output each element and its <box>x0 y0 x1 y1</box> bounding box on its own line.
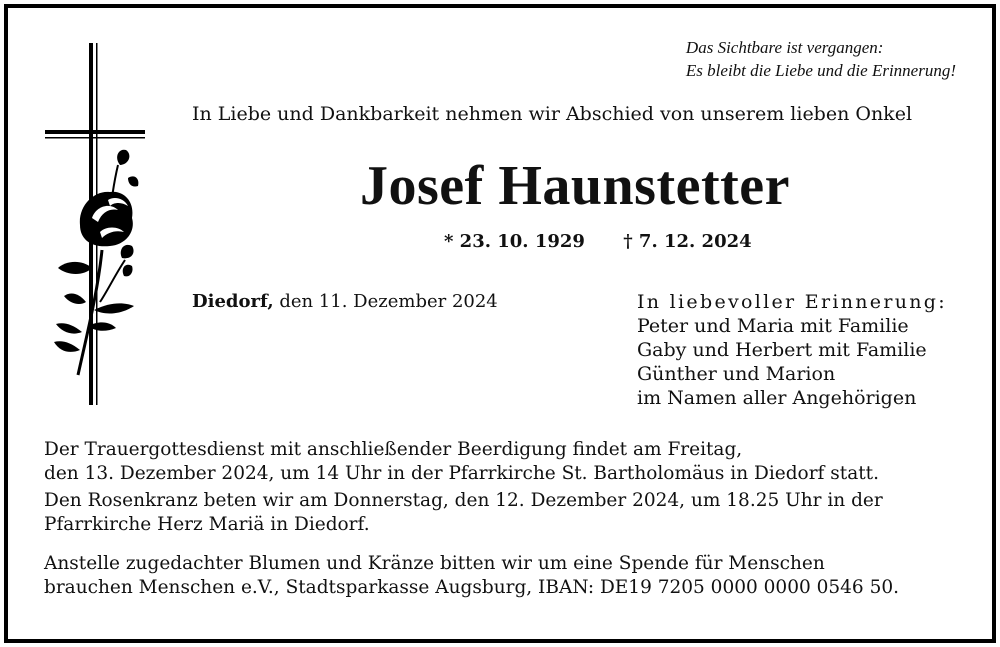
place-date <box>192 291 498 312</box>
mourners-block <box>637 290 947 410</box>
quote-line: Es bleibt die Liebe und die Erinnerung! <box>685 61 956 80</box>
place-town: Diedorf, <box>192 291 274 312</box>
service-line: Der Trauergottesdienst mit anschließender Beerdigung findet am Freitag, <box>44 439 743 460</box>
donation-line: Anstelle zugedachter Blumen und Kränze bitten wir um eine Spende für Menschen <box>44 553 825 574</box>
mourner-line: Gaby und Herbert mit Familie <box>637 339 927 361</box>
place-date-text: den 11. Dezember 2024 <box>273 291 498 312</box>
mourner-line: Günther und Marion <box>637 363 836 385</box>
rosary-info <box>44 489 964 537</box>
mourners-heading: In liebevoller Erinnerung: <box>637 291 947 313</box>
rosary-line: Den Rosenkranz beten wir am Donnerstag, den 12. Dezember 2024, um 18.25 Uhr in der <box>44 490 883 511</box>
mourner-line: im Namen aller Angehörigen <box>637 387 917 409</box>
donation-line: brauchen Menschen e.V., Stadtsparkasse Augsburg, IBAN: DE19 7205 0000 0000 0546 50. <box>44 577 899 598</box>
donation-info <box>44 552 964 600</box>
cross-rose-icon <box>40 40 160 420</box>
quote-line: Das Sichtbare ist vergangen: <box>685 38 884 57</box>
service-line: den 13. Dezember 2024, um 14 Uhr in der Pfarrkirche St. Bartholomäus in Diedorf statt. <box>44 463 879 484</box>
life-dates <box>444 231 752 252</box>
birth-date: * 23. 10. 1929 <box>444 231 585 252</box>
death-date: † 7. 12. 2024 <box>623 231 752 252</box>
service-info <box>44 438 964 486</box>
rosary-line: Pfarrkirche Herz Mariä in Diedorf. <box>44 514 370 535</box>
deceased-name: Josef Haunstetter <box>360 155 790 217</box>
mourner-line: Peter und Maria mit Familie <box>637 315 909 337</box>
quote <box>686 36 956 82</box>
intro-text: In Liebe und Dankbarkeit nehmen wir Abschied von unserem lieben Onkel <box>192 103 913 125</box>
